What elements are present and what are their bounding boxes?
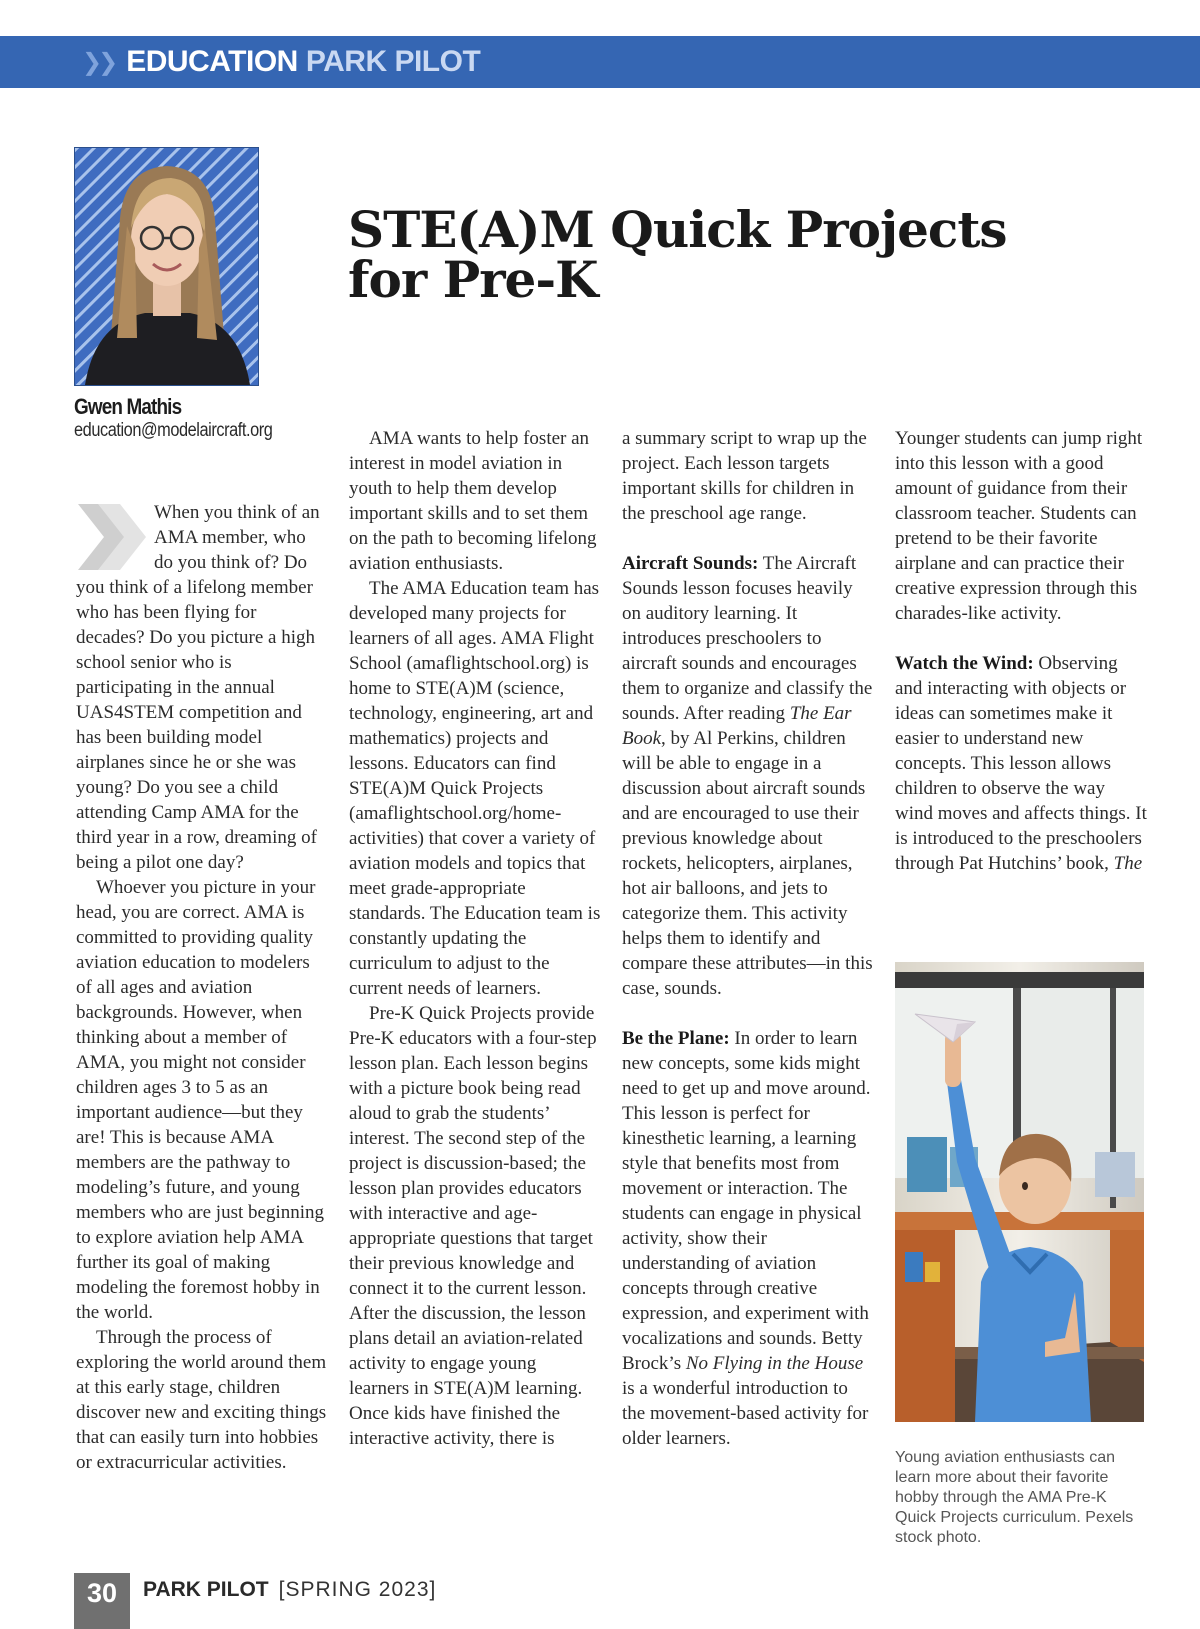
section-aircraft-sounds bbox=[622, 551, 874, 1001]
photo-caption: Young aviation enthusiasts can learn more about their favorite hobby through the AMA Pre-K Quick Projects curriculum. Pexels stock photo. bbox=[895, 1449, 1134, 1546]
magazine-name: PARK PILOT bbox=[143, 1578, 269, 1601]
section-watch-the-wind bbox=[895, 651, 1147, 876]
section-heading: Watch the Wind: bbox=[895, 653, 1034, 674]
book-title: The bbox=[1113, 853, 1143, 874]
book-title: The Ear Book bbox=[622, 703, 852, 749]
article-column-2 bbox=[349, 426, 601, 1451]
section-title-education: EDUCATION bbox=[126, 45, 298, 78]
section-text: In order to learn new concepts, some kids might need to get up and move around. This lesson is perfect for kinesthetic learning, a learning style that benefits most from movement or interaction. The students can engage in physical activity, show their understanding of aviation concepts through creative expression, and experiment with vocalizations and sounds. Betty Brock’s bbox=[622, 1028, 871, 1374]
section-heading: Be the Plane: bbox=[622, 1028, 730, 1049]
paragraph: a summary script to wrap up the project. Each lesson targets important skills for children in the preschool age range. bbox=[622, 428, 867, 524]
headline-line-1: STE(A)M Quick Projects bbox=[348, 200, 1007, 259]
double-chevron-icon: ❯❯ bbox=[82, 48, 115, 76]
section-text: The Aircraft Sounds lesson focuses heavily on auditory learning. It introduces preschoolers to aircraft sounds and encourages them to organize and classify the sounds. After reading bbox=[622, 553, 873, 724]
article-headline bbox=[348, 200, 1048, 309]
author-portrait-illustration bbox=[75, 148, 258, 385]
article-column-1 bbox=[76, 500, 328, 1475]
paragraph: Through the process of exploring the world around them at this early stage, children discover new and exciting things that can easily turn into hobbies or extracurricular activities. bbox=[76, 1327, 327, 1473]
headline-line-2: for Pre-K bbox=[348, 250, 598, 309]
double-chevron-dropcap-icon bbox=[76, 502, 148, 572]
boy-paper-airplane-photo bbox=[895, 962, 1144, 1422]
paragraph: Younger students can jump right into this lesson with a good amount of guidance from their classroom teacher. Students can pretend to be their favorite airplane and can practice their creative expression through this charades-like activity. bbox=[895, 428, 1143, 624]
section-text: is a wonderful introduction to the movement-based activity for older learners. bbox=[622, 1378, 869, 1449]
author-photo bbox=[74, 147, 259, 386]
paragraph: AMA wants to help foster an interest in model aviation in youth to help them develop important skills and to set them on the path to becoming lifelong aviation enthusiasts. bbox=[349, 428, 597, 574]
article-column-4 bbox=[895, 426, 1147, 876]
issue-label: [SPRING 2023] bbox=[278, 1578, 437, 1601]
page-number: 30 bbox=[74, 1573, 130, 1629]
paragraph: Whoever you picture in your head, you are correct. AMA is committed to providing quality aviation education to modelers of all ages and aviation backgrounds. However, when thinking about a member of AMA, you might not consider children ages 3 to 5 as an important audience—but they are! This is because AMA members are the pathway to modeling’s future, and young members who are just beginning to explore aviation help AMA further its goal of making modeling the foremost hobby in the world. bbox=[76, 877, 325, 1323]
section-be-the-plane bbox=[622, 1026, 874, 1451]
book-title: No Flying in the House bbox=[685, 1353, 864, 1374]
author-name: Gwen Mathis bbox=[74, 394, 182, 419]
author-email: education@modelaircraft.org bbox=[74, 420, 273, 441]
section-text: , by Al Perkins, children will be able to engage in a discussion about aircraft sounds and are encouraged to use their previous knowledge about rockets, helicopters, airplanes, hot air balloons, and jets to categorize them. This activity helps them to identify and compare these attributes—in this case, sounds. bbox=[622, 728, 873, 999]
article-column-3 bbox=[622, 426, 874, 1451]
section-title bbox=[126, 45, 480, 79]
section-title-park-pilot: PARK PILOT bbox=[305, 45, 481, 78]
classroom-illustration bbox=[895, 962, 1144, 1422]
section-text: Observing and interacting with objects or ideas can sometimes make it easier to understand new concepts. This lesson allows children to observe the way wind moves and affects things. It is introduced to the preschoolers through Pat Hutchins’ book, bbox=[895, 653, 1147, 874]
section-header-bar bbox=[0, 36, 1200, 88]
section-heading: Aircraft Sounds: bbox=[622, 553, 759, 574]
paragraph: Pre-K Quick Projects provide Pre-K educators with a four-step lesson plan. Each lesson begins with a picture book being read aloud to grab the students’ interest. The second step of the project is discussion-based; the lesson plan provides educators with interactive and age-appropriate questions that target their previous knowledge and connect it to the current lesson. After the discussion, the lesson plans detail an aviation-related activity to engage young learners in STE(A)M learning. Once kids have finished the interactive activity, there is bbox=[349, 1003, 597, 1449]
footer-label bbox=[143, 1578, 436, 1602]
paragraph: The AMA Education team has developed many projects for learners of all ages. AMA Flight School (amaflightschool.org) is home to STE(A)M (science, technology, engineering, art and mathematics) projects and lessons. Educators can find STE(A)M Quick Projects (amaflightschool.org/home-activities) that cover a variety of aviation models and topics that meet grade-appropriate standards. The Education team is constantly updating the curriculum to adjust to the current needs of learners. bbox=[349, 578, 601, 999]
paragraph: When you think of an AMA member, who do you think of? Do you think of a lifelong member who has been flying for decades? Do you picture a high school senior who is participating in the annual UAS4STEM competition and has been building model airplanes since he or she was young? Do you see a child attending Camp AMA for the third year in a row, dreaming of being a pilot one day? bbox=[76, 502, 320, 873]
